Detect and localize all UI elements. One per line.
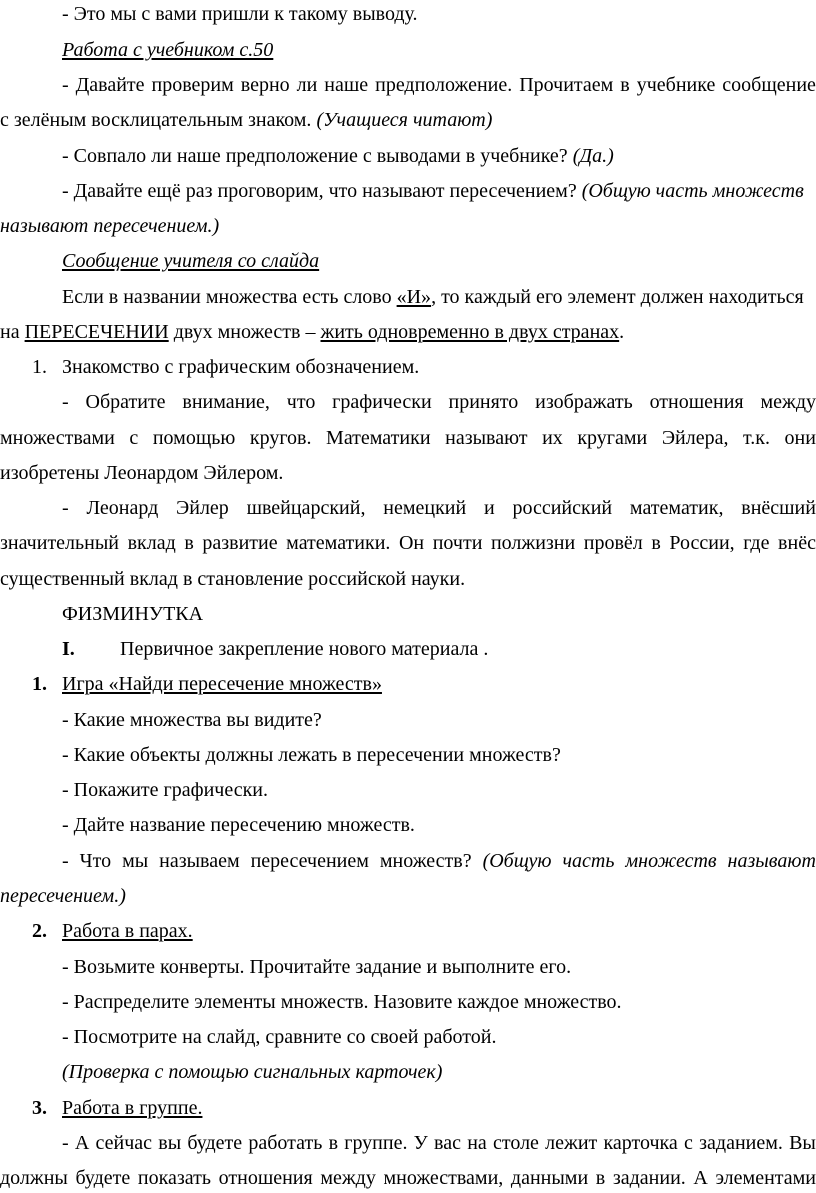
word: вас: [434, 1132, 461, 1154]
word: должны: [0, 1167, 68, 1189]
word: провёл: [583, 532, 643, 554]
word: элементами: [715, 1167, 816, 1189]
text-line: - Давайте ещё раз проговорим, что называют пересечением? (Общую часть множеств: [62, 180, 804, 202]
word: Эйлер: [176, 497, 229, 519]
word: между: [760, 391, 816, 413]
word: сейчас: [95, 1132, 153, 1154]
text-line: - Посмотрите на слайд, сравните со своей работой.: [62, 1026, 497, 1048]
word: лежит: [545, 1132, 598, 1154]
word: работать: [248, 1132, 323, 1154]
text-line: - Возьмите конверты. Прочитайте задание и выполните его.: [62, 956, 572, 978]
word: что: [286, 391, 316, 413]
justified-line: [0, 73, 816, 97]
word: Вы: [789, 1132, 816, 1154]
text-line: - Какие множества вы видите?: [62, 709, 322, 731]
word: Что: [79, 850, 112, 872]
section-heading: Сообщение учителя со слайда: [62, 250, 320, 272]
word: почти: [432, 532, 483, 554]
word: Он: [398, 532, 425, 554]
word: группе.: [344, 1132, 408, 1154]
text-line: с зелёным восклицательным знаком. (Учащиеся читают): [0, 109, 493, 131]
section-heading: Работа с учебником с.50: [62, 39, 274, 61]
justified-line: [0, 849, 816, 873]
word: в: [651, 532, 661, 554]
word: верно: [240, 74, 290, 96]
word: российский: [512, 497, 613, 519]
word: в: [184, 532, 194, 554]
word: карточка: [603, 1132, 678, 1154]
justified-line: [0, 531, 816, 555]
word: сообщение: [722, 74, 816, 96]
word: У: [413, 1132, 428, 1154]
word: внёсший: [741, 497, 816, 519]
word: показать: [137, 1167, 212, 1189]
text-line: на ПЕРЕСЕЧЕНИИ двух множеств – жить одновременно в двух странах.: [0, 321, 625, 343]
justified-line: [0, 1131, 816, 1155]
word: множествами: [0, 427, 115, 449]
word: пересечением: [250, 850, 369, 872]
word: и: [483, 497, 495, 519]
word: они: [784, 427, 816, 449]
justified-line: [0, 426, 816, 450]
word: А: [74, 1132, 90, 1154]
word: называем: [159, 850, 240, 872]
word: с: [129, 427, 139, 449]
word: проверим: [151, 74, 234, 96]
word: Обратите: [85, 391, 166, 413]
word: -: [62, 74, 69, 96]
word: отношения: [218, 1167, 313, 1189]
word: т.к.: [743, 427, 770, 449]
word: России,: [669, 532, 735, 554]
word: множеств: [625, 850, 717, 872]
word: внёс: [778, 532, 816, 554]
word: математик,: [629, 497, 724, 519]
word: полжизни: [490, 532, 576, 554]
word: графически: [332, 391, 432, 413]
word: -: [62, 1132, 69, 1154]
word: столе: [492, 1132, 539, 1154]
word: принято: [448, 391, 519, 413]
word: между: [320, 1167, 376, 1189]
text-line: (Проверка с помощью сигнальных карточек): [62, 1061, 443, 1083]
justified-line: [0, 496, 816, 520]
word: кругами: [577, 427, 648, 449]
text-line: - Дайте название пересечению множеств.: [62, 814, 415, 836]
word: на: [467, 1132, 487, 1154]
word: кругов.: [249, 427, 312, 449]
text-line: - Покажите графически.: [62, 779, 269, 801]
word: где: [743, 532, 770, 554]
text-line: называют пересечением.): [0, 215, 220, 237]
word: задании.: [612, 1167, 686, 1189]
word: математики.: [286, 532, 391, 554]
word: множествами,: [383, 1167, 504, 1189]
word: с: [684, 1132, 693, 1154]
word: данными: [510, 1167, 589, 1189]
word: -: [62, 850, 69, 872]
word: наше: [324, 74, 369, 96]
text-line: пересечением.): [0, 885, 126, 907]
word: будете: [187, 1132, 243, 1154]
word: мы: [122, 850, 149, 872]
word: Прочитаем: [519, 74, 614, 96]
word: в: [595, 1167, 606, 1189]
word: Математики: [326, 427, 431, 449]
word: заданием.: [699, 1132, 783, 1154]
text-line: Если в названии множества есть слово «И», то каждый его элемент должен находиться: [62, 286, 804, 308]
text-line: - Какие объекты должны лежать в пересечении множеств?: [62, 744, 561, 766]
word: (Общую: [482, 850, 552, 872]
word: А: [693, 1167, 708, 1189]
text-line: изобретены Леонардом Эйлером.: [0, 462, 284, 484]
word: немецкий: [383, 497, 467, 519]
word: развитие: [202, 532, 278, 554]
word: -: [62, 391, 69, 413]
word: множеств?: [379, 850, 472, 872]
word: в: [620, 74, 630, 96]
word: швейцарский,: [246, 497, 366, 519]
word: называют: [727, 850, 816, 872]
word: -: [62, 497, 69, 519]
text-line: - Совпало ли наше предположение с выводами в учебнике? (Да.): [62, 145, 614, 167]
text-line: - Распределите элементы множеств. Назовите каждое множество.: [62, 991, 622, 1013]
word: отношения: [649, 391, 744, 413]
text-line: - Это мы с вами пришли к такому выводу.: [62, 3, 418, 25]
word: вы: [158, 1132, 182, 1154]
word: часть: [562, 850, 615, 872]
document-page: - Это мы с вами пришли к такому выводу. Работа с учебником с.50 - Давайте проверим верно ли наше предположение. Прочитаем в учебнике сообщение с зелёным восклицательным знаком. (Учащиеся читают) - Совпало ли наше предположение с выводами в учебнике? (Да.) - Давайте ещё раз проговорим, что называют пересечением? (Общую часть множеств называют пересечением.) Сообщение учителя со слайда Если в названии множества есть слово «И», то каждый его элемент должен находиться на ПЕРЕСЕЧЕНИИ двух множеств – жить одновременно в двух странах. 1. Знакомство с графическим обозначением. - Обратите внимание, что графически принято изображать отношения между множествами с помощью кругов. Математики называют их кругами Эйлера, т.к. они изобретены Леонардом Эйлером. - Леонард Эйлер швейцарский, немецкий и российский математик, внёсший значительный вклад в развитие математики. Он почти полжизни провёл в России, где внёс существенный вклад в становление российской науки. ФИЗМИНУТКА I. Первичное закрепление нового материала . 1. Игра «Найди пересечение множеств» - Какие множества вы видите? - Какие объекты должны лежать в пересечении множеств? - Покажите графически. - Дайте название пересечению множеств. - Что мы называем пересечением множеств? (Общую часть множеств называют пересечением.) 2. Работа в парах. - Возьмите конверты. Прочитайте задание и выполните его. - Распределите элементы множеств. Назовите каждое множество. - Посмотрите на слайд, сравните со своей работой. (Проверка с помощью сигнальных карточек) 3. Работа в группе. - А сейчас вы будете работать в группе. У вас на столе лежит карточка с заданием. Вы должны будете показать отношения между множествами, данными в задании. А элементами: [0, 3, 816, 1189]
word: значительный: [0, 532, 120, 554]
text-line: ФИЗМИНУТКА: [62, 603, 204, 625]
word: Давайте: [75, 74, 145, 96]
word: будете: [75, 1167, 131, 1189]
text-line: существенный вклад в становление российской науки.: [0, 568, 466, 590]
word: предположение.: [375, 74, 513, 96]
word: помощью: [152, 427, 236, 449]
word: вклад: [127, 532, 176, 554]
word: Леонард: [86, 497, 159, 519]
word: учебнике: [636, 74, 716, 96]
word: их: [542, 427, 563, 449]
justified-line: [0, 1166, 816, 1190]
word: изображать: [535, 391, 633, 413]
word: Эйлера,: [661, 427, 729, 449]
justified-line: [0, 390, 816, 414]
word: внимание,: [182, 391, 270, 413]
word: в: [328, 1132, 339, 1154]
word: ли: [296, 74, 318, 96]
word: называют: [445, 427, 528, 449]
